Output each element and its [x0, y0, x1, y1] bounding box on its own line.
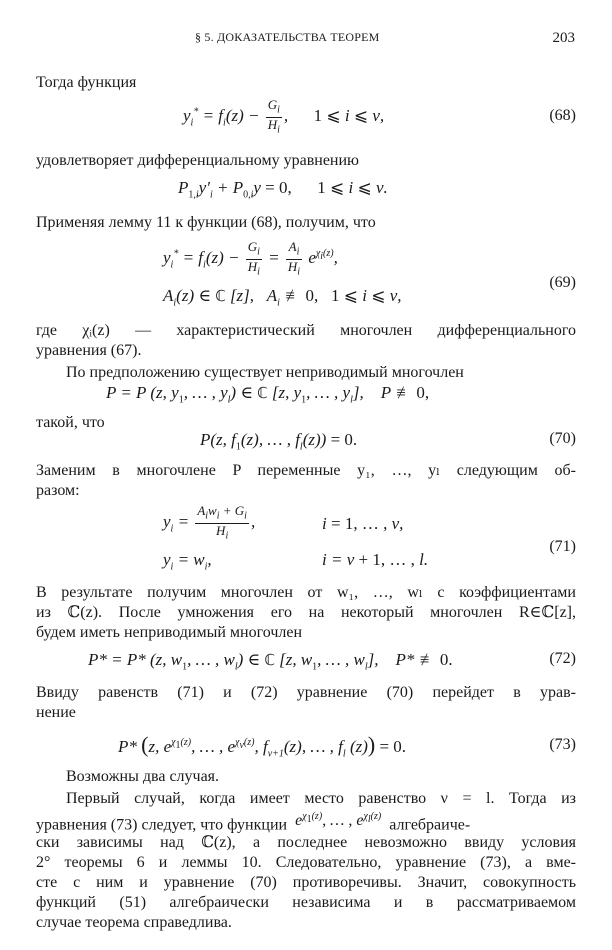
paragraph-line: будем иметь неприводимый многочлен — [36, 624, 303, 641]
paragraph-line: 2° теоремы 6 и леммы 10. Следовательно, уравнение (73), а вме- — [36, 854, 576, 871]
paragraph: Тогда функция — [36, 74, 137, 91]
paragraph-fragment: уравнения (73) следует, что функции — [36, 816, 288, 834]
paragraph-fragment: алгебраиче- — [389, 816, 471, 834]
section-title: § 5. ДОКАЗАТЕЛЬСТВА ТЕОРЕМ — [195, 30, 380, 44]
paragraph-line: из ℂ(z). После умножения его на некоторый многочлен R∈ℂ[z], — [36, 604, 576, 621]
equation-68: $y_i^* = f_i(z)$ − $\frac{G_i}{H_i}$ , 1 ⩽ i ⩽ ν, — [183, 97, 385, 136]
paragraph-line: Ввиду равенств (71) и (72) уравнение (70) перейдет в урав- — [36, 684, 576, 701]
equation-ode: $P_{1,i}y'_i + P_{0,i}y = 0$, 1 ⩽ i ⩽ ν. — [178, 178, 388, 201]
equation-number: (69) — [549, 274, 576, 291]
inline-formula: $e^{\chi_1(z)}$, … , $e^{\chi_l(z)}$ — [291, 811, 382, 830]
paragraph-line: ски зависимы над ℂ(z), а последнее невозможно ввиду условия — [36, 834, 576, 851]
paragraph: По предположению существует неприводимый многочлен — [66, 364, 464, 381]
equation-71-line1: $y_i$ = $\frac{A_iw_i + G_i}{H_i}$ , — [163, 503, 256, 542]
paragraph-line: Первый случай, когда имеет место равенство ν = l. Тогда из — [66, 790, 576, 807]
paragraph-line: функций (51) алгебраически независима и в рассматриваемом — [36, 894, 576, 911]
paragraph-line: случае теорема справедлива. — [36, 914, 232, 931]
paragraph: удовлетворяет дифференциальному уравнению — [36, 152, 359, 169]
paragraph: Возможны два случая. — [66, 768, 220, 785]
equation-72: P* = P* (z, $w_1$, … , $w_l$) ∈ ℂ [z, $w_1$, … , $w_l$], P* ≢ 0. — [88, 650, 453, 673]
paragraph-line: нение — [36, 704, 76, 721]
paragraph-line: где χᵢ(z) — характеристический многочлен дифференциального — [36, 322, 576, 339]
paragraph: такой, что — [36, 414, 105, 431]
equation-number: (72) — [549, 650, 576, 667]
equation-number: (73) — [549, 736, 576, 753]
equation-number: (70) — [549, 430, 576, 447]
paragraph: Применяя лемму 11 к функции (68), получим, что — [36, 214, 376, 231]
equation-number: (71) — [549, 538, 576, 555]
paragraph-line: Заменим в многочлене P переменные y₁, …, yₗ следующим об- — [36, 462, 576, 479]
paragraph-line: сте с ним и уравнение (70) противоречивы. Значит, совокупность — [36, 874, 576, 891]
paragraph-line: разом: — [36, 482, 80, 499]
equation-69-line1: $y_i^* = f_i(z)$ − $\frac{G_i}{H_i}$ = $\frac{A_i}{H_i}$ $e^{\chi_i(z)}$, — [163, 239, 338, 278]
equation-69-line2: $A_i(z)$ ∈ ℂ [z], $A_i$ ≢ 0, 1 ⩽ i ⩽ ν, — [163, 286, 402, 309]
equation-70: P(z, $f_1(z)$, … , $f_l(z)) = 0$. — [200, 430, 358, 453]
equation-71-range1: i = 1, … , ν, — [322, 514, 404, 533]
equation-71-range2: i = ν + 1, … , l. — [322, 550, 429, 569]
running-header — [0, 30, 612, 50]
paragraph-line: В результате получим многочлен от w₁, …, wₗ с коэффициентами — [36, 584, 576, 601]
equation-71-line2: $y_i = w_i$, — [163, 550, 212, 573]
equation-number: (68) — [549, 107, 576, 124]
equation-73: P* (z, $e^{\chi_1(z)}$, … , $e^{\chi_\nu(z)}$, $f_{\nu+1}(z)$, … , $f_l$ (z)) = 0. — [118, 732, 407, 760]
page-number: 203 — [552, 30, 575, 46]
equation-polynomial-p: P = P (z, $y_1$, … , $y_l$) ∈ ℂ [z, $y_1$, … , $y_l$], P ≢ 0, — [106, 383, 430, 406]
paragraph-line: уравнения (67). — [36, 342, 142, 359]
